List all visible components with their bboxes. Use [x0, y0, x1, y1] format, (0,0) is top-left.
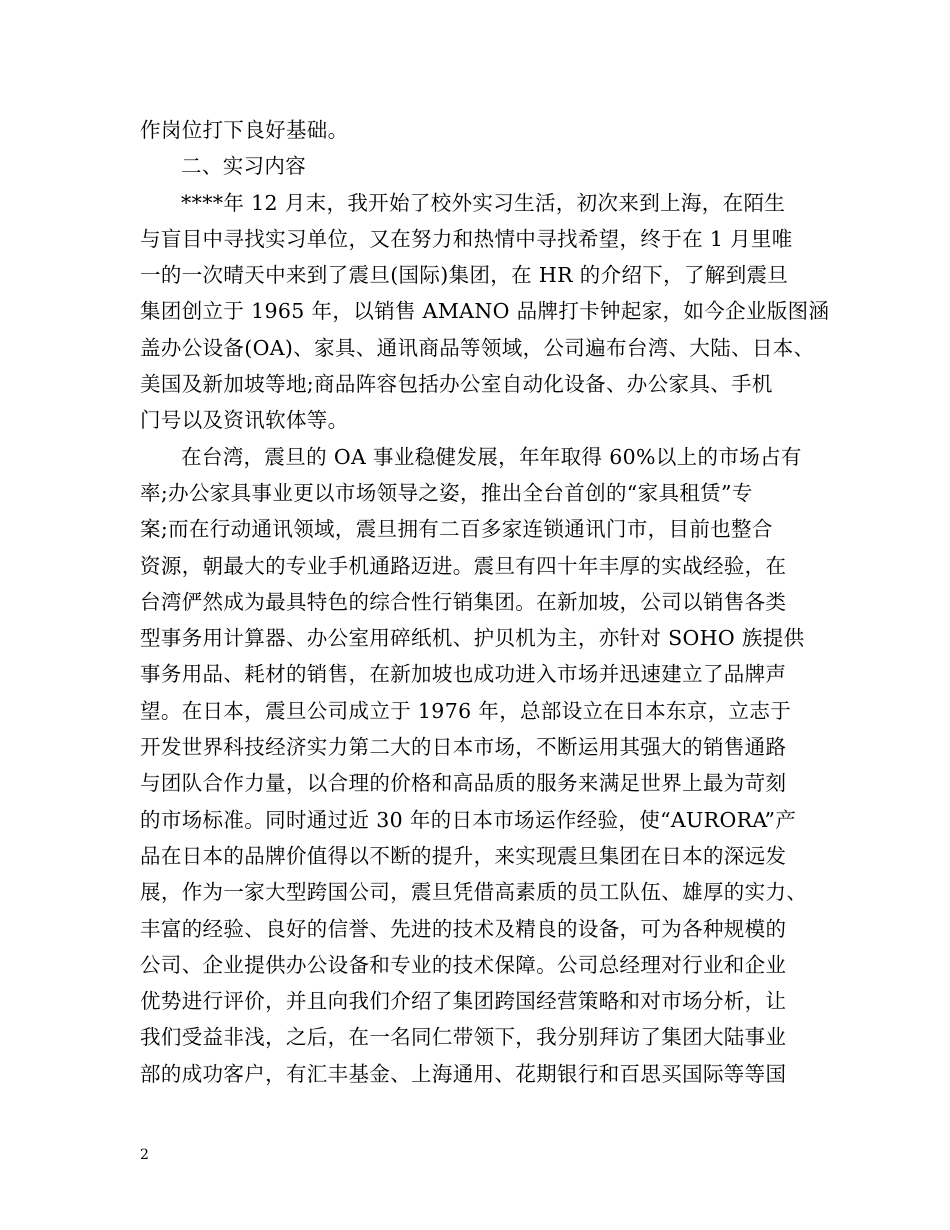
text-line: 开发世界科技经济实力第二大的日本市场，不断运用其强大的销售通路 — [140, 735, 787, 760]
text-line: 一的一次晴天中来到了震旦(国际)集团，在 HR 的介绍下，了解到震旦 — [140, 263, 789, 288]
text-line: 率;办公家具事业更以市场领导之姿，推出全台首创的“家具租赁”专 — [140, 480, 753, 505]
text-line: 集团创立于 1965 年，以销售 AMANO 品牌打卡钟起家，如今企业版图涵 — [140, 299, 830, 324]
text-line: 丰富的经验、良好的信誉、先进的技术及精良的设备，可为各种规模的 — [140, 916, 787, 941]
section-heading: 二、实习内容 — [181, 154, 307, 179]
text-line: ****年 12 月末，我开始了校外实习生活，初次来到上海，在陌生 — [181, 190, 786, 215]
text-line: 的市场标准。同时通过近 30 年的日本市场运作经验，使“AURORA”产 — [140, 807, 797, 832]
text-line: 美国及新加坡等地;商品阵容包括办公室自动化设备、办公家具、手机 — [140, 372, 773, 397]
text-line: 展，作为一家大型跨国公司，震旦凭借高素质的员工队伍、雄厚的实力、 — [140, 880, 808, 905]
body-text — [140, 112, 830, 1092]
page-number: 2 — [140, 1147, 149, 1163]
text-line: 与盲目中寻找实习单位，又在努力和热情中寻找希望，终于在 1 月里唯 — [140, 226, 793, 251]
text-line: 我们受益非浅，之后，在一名同仁带领下，我分别拜访了集团大陆事业 — [140, 1025, 787, 1050]
text-line: 公司、企业提供办公设备和专业的技术保障。公司总经理对行业和企业 — [140, 952, 787, 977]
text-line: 台湾俨然成为最具特色的综合性行销集团。在新加坡，公司以销售各类 — [140, 589, 787, 614]
text-line: 案;而在行动通讯领域，震旦拥有二百多家连锁通讯门市，目前也整合 — [140, 517, 773, 542]
text-line: 事务用品、耗材的销售，在新加坡也成功进入市场并迅速建立了品牌声 — [140, 662, 787, 687]
text-line: 在台湾，震旦的 OA 事业稳健发展，年年取得 60%以上的市场占有 — [181, 444, 802, 469]
text-line: 品在日本的品牌价值得以不断的提升，来实现震旦集团在日本的深远发 — [140, 843, 787, 868]
text-line: 与团队合作力量，以合理的价格和高品质的服务来满足世界上最为苛刻 — [140, 771, 787, 796]
text-line: 望。在日本，震旦公司成立于 1976 年，总部设立在日本东京，立志于 — [140, 698, 792, 723]
text-line: 盖办公设备(OA)、家具、通讯商品等领域，公司遍布台湾、大陆、日本、 — [140, 335, 815, 360]
text-line: 门号以及资讯软体等。 — [140, 408, 349, 433]
text-line: 型事务用计算器、办公室用碎纸机、护贝机为主，亦针对 SOHO 族提供 — [140, 626, 805, 651]
text-line: 作岗位打下良好基础。 — [140, 118, 349, 142]
text-line: 优势进行评价，并且向我们介绍了集团跨国经营策略和对市场分析，让 — [140, 989, 787, 1014]
text-line: 资源，朝最大的专业手机通路迈进。震旦有四十年丰厚的实战经验，在 — [140, 553, 787, 578]
text-line: 部的成功客户，有汇丰基金、上海通用、花期银行和百思买国际等等国 — [140, 1061, 787, 1086]
